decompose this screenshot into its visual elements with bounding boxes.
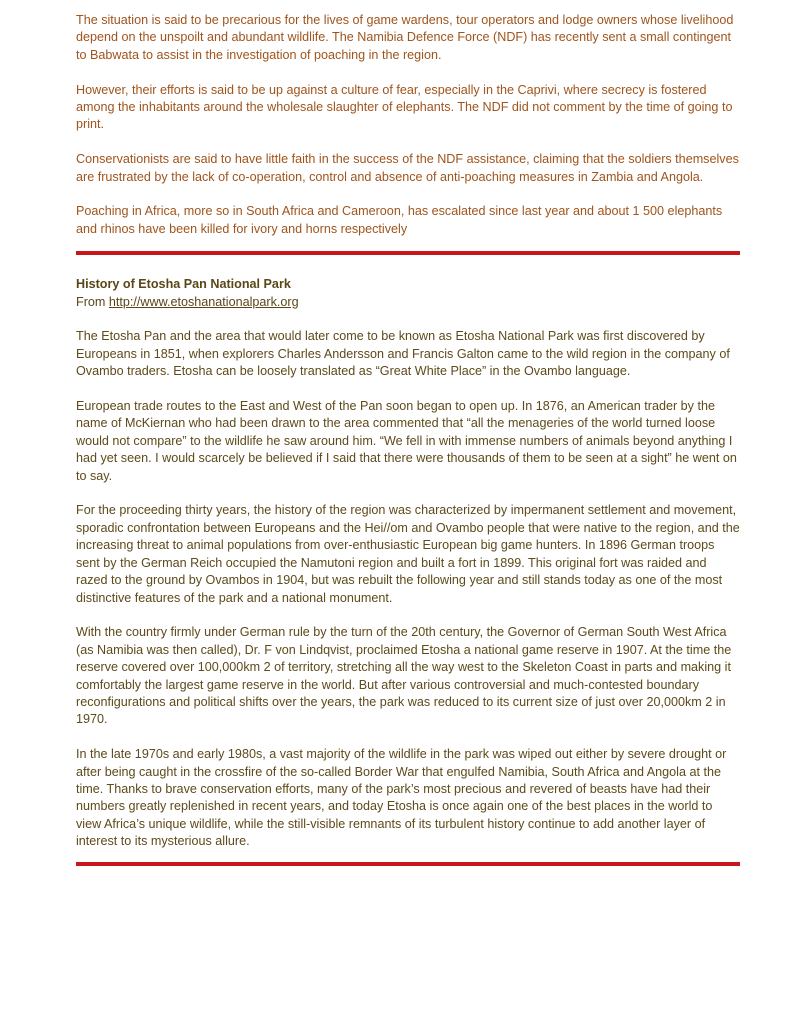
history-paragraph: The Etosha Pan and the area that would later come to be known as Etosha National Park was first discovered by Europeans in 1851, when explorers Charles Andersson and Francis Galton came to the wild region in the company of Ovambo traders. Etosha can be loosely translated as “Great White Place” in the Ovambo language. <box>76 329 730 379</box>
news-paragraph: The situation is said to be precarious for the lives of game wardens, tour operators and lodge owners whose livelihood depend on the unspoilt and abundant wildlife. The Namibia Defence Force (NDF) has recently sent a small contingent to Babwata to assist in the investigation of poaching in the region. <box>76 13 734 62</box>
history-paragraph: In the late 1970s and early 1980s, a vast majority of the wildlife in the park was wiped out either by severe drought or after being caught in the crossfire of the so-called Border War that engulfed Namibia, South Africa and Angola at the time. Thanks to brave conservation efforts, many of the park’s most precious and revered of beasts have had their numbers greatly replenished in recent years, and today Etosha is once again one of the best places in the world to view Africa’s unique wildlife, while the still-visible remnants of its turbulent history continue to add another layer of interest to its mysterious allure. <box>76 747 727 849</box>
news-paragraph: Poaching in Africa, more so in South Africa and Cameroon, has escalated since last year and about 1 500 elephants and rhinos have been killed for ivory and horns respectively <box>76 204 723 236</box>
document-page <box>76 12 740 866</box>
news-section <box>76 12 740 238</box>
section-divider <box>76 251 740 255</box>
history-body <box>76 328 740 850</box>
source-prefix: From <box>76 294 109 309</box>
history-paragraph: With the country firmly under German rule by the turn of the 20th century, the Governor of German South West Africa (as Namibia was then called), Dr. F von Lindqvist, proclaimed Etosha a national game reserve in 1907. At the time the reserve covered over 100,000km 2 of territory, stretching all the way west to the Skeleton Coast in parts and making it comfortably the largest game reserve in the world. But after various controversial and much-contested boundary reconfigurations and political shifts over the years, the park was reduced to its current size of just over 20,000km 2 in 1970. <box>76 625 732 727</box>
source-link[interactable]: http://www.etoshanationalpark.org <box>108 294 299 309</box>
history-paragraph: For the proceeding thirty years, the history of the region was characterized by impermanent settlement and movement, sporadic confrontation between Europeans and the Hei//om and Ovambo people that were native to the region, and the increasing threat to animal populations from over-enthusiastic European big game hunters. In 1896 German troops sent by the German Reich occupied the Namutoni region and built a fort in 1899. This original fort was raided and razed to the ground by Ovambos in 1904, but was rebuilt the following year and still stands today as one of the most distinctive features of the park and a national monument. <box>76 503 740 605</box>
source-line <box>76 294 740 311</box>
section-divider <box>76 862 740 866</box>
section-title: History of Etosha Pan National Park <box>76 277 291 292</box>
history-section <box>76 276 740 850</box>
news-paragraph: Conservationists are said to have little faith in the success of the NDF assistance, claiming that the soldiers themselves are frustrated by the lack of co-operation, control and absence of anti-poaching measures in Zambia and Angola. <box>76 152 739 184</box>
history-paragraph: European trade routes to the East and West of the Pan soon began to open up. In 1876, an American trader by the name of McKiernan who had been drawn to the area commented that “all the menageries of the world turned loose would not compare” to the wildlife he saw around him. “We fell in with immense numbers of animals beyond anything I had yet seen. I would scarcely be believed if I said that there were thousands of them to be seen at a sight” he went on to say. <box>76 399 737 483</box>
news-paragraph: However, their efforts is said to be up against a culture of fear, especially in the Caprivi, where secrecy is fostered among the inhabitants around the wholesale slaughter of elephants. The NDF did not comment by the time of going to print. <box>76 82 733 132</box>
